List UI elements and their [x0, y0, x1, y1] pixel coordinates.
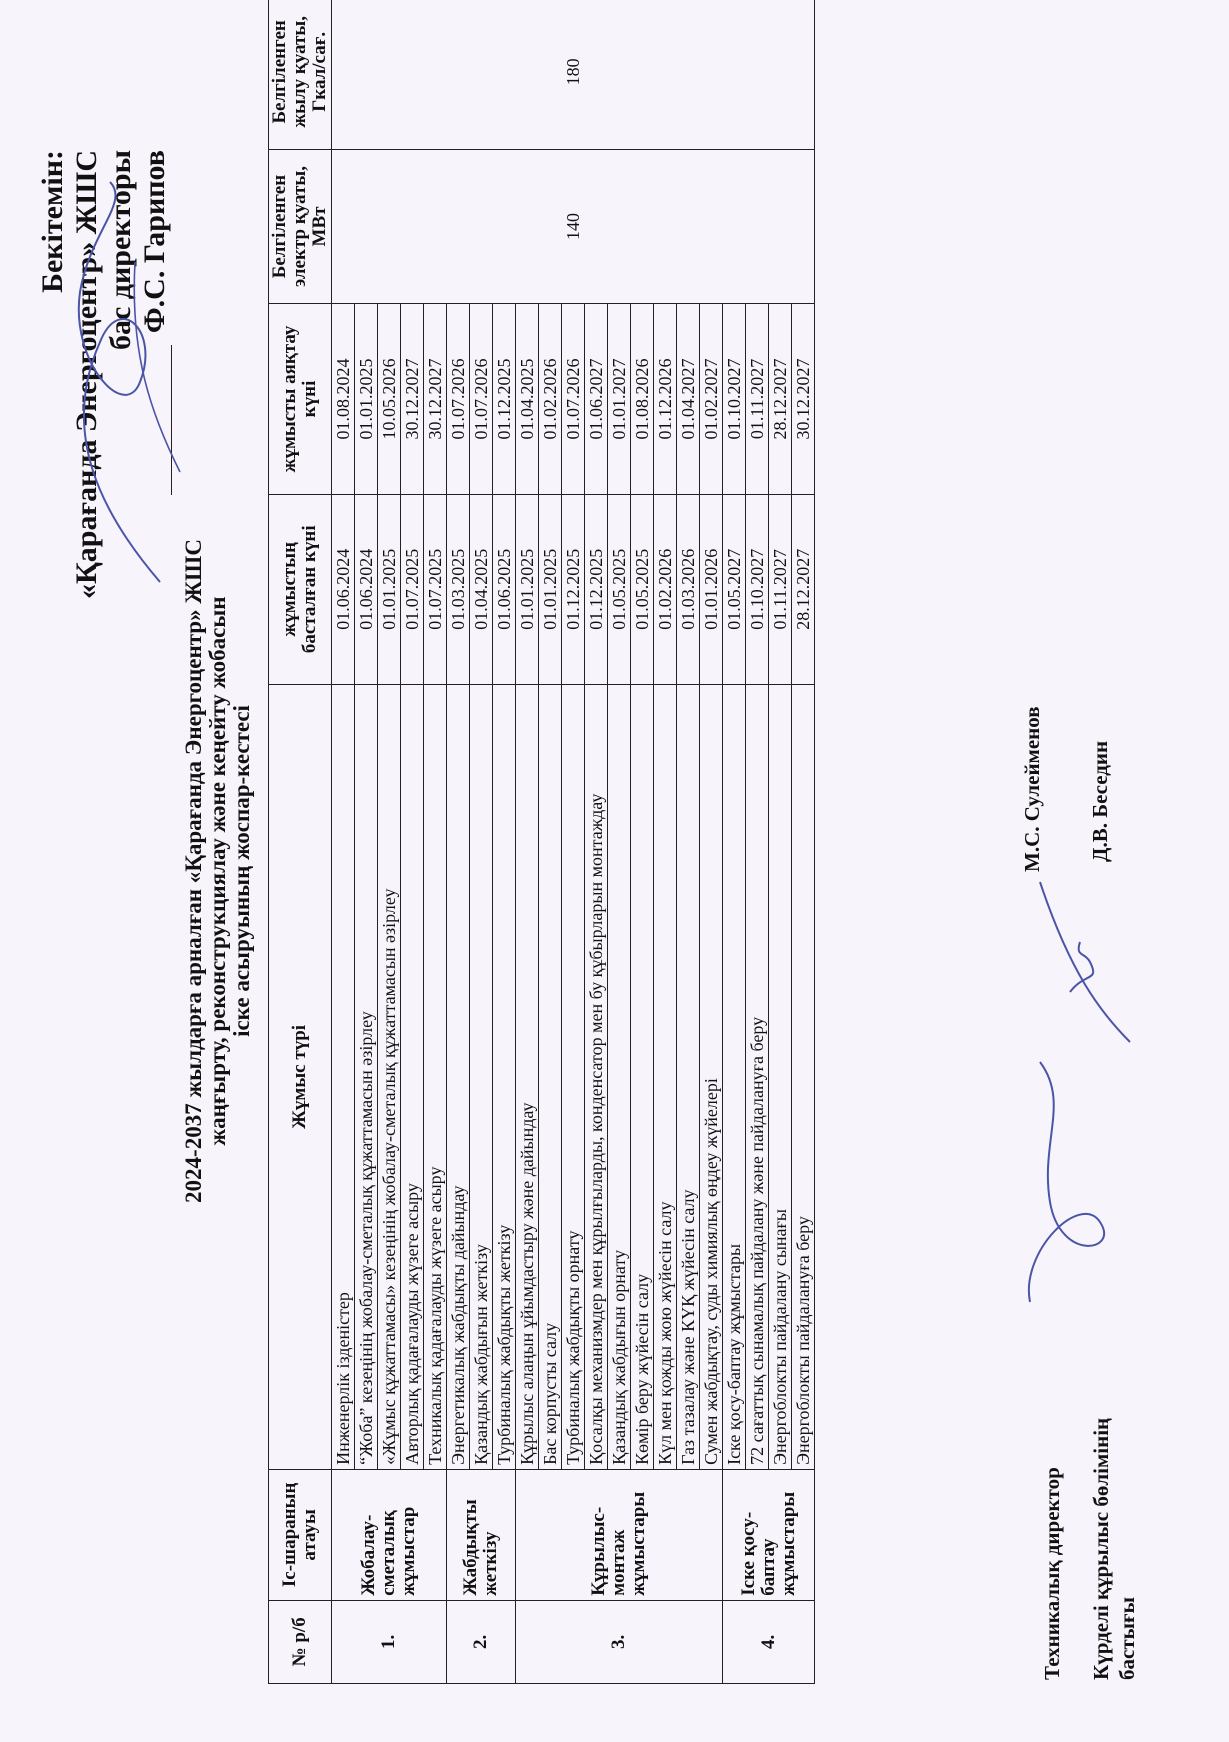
work-type: Авторлық қадағалауды жүзеге асыру [401, 684, 424, 1469]
event-name: Құрылыс-монтаж жұмыстары [516, 1469, 723, 1600]
header-elec: Белгіленген электр қуаты, МВт [269, 149, 332, 304]
start-date: 01.01.2026 [700, 494, 723, 684]
electric-capacity: 140 [332, 149, 815, 304]
table-row [332, 0, 355, 1684]
director-signature [40, 172, 190, 592]
end-date: 01.06.2027 [585, 304, 608, 494]
end-date: 01.04.2025 [516, 304, 539, 494]
start-date: 01.01.2025 [378, 494, 401, 684]
construction-head-name: Д.В. Беседин [1088, 740, 1112, 862]
start-date: 01.10.2027 [746, 494, 769, 684]
start-date: 01.12.2025 [585, 494, 608, 684]
table-header-row [269, 0, 332, 1684]
heat-capacity: 180 [332, 0, 815, 149]
end-date: 01.01.2025 [355, 304, 378, 494]
start-date: 01.05.2025 [631, 494, 654, 684]
start-date: 28.12.2027 [792, 494, 815, 684]
work-type: Күл мен қожды жою жүйесін салу [654, 684, 677, 1469]
row-number: 3. [516, 1600, 723, 1683]
end-date: 01.07.2026 [562, 304, 585, 494]
work-type: Көмір беру жүйесін салу [631, 684, 654, 1469]
start-date: 01.06.2024 [355, 494, 378, 684]
start-date: 01.04.2025 [470, 494, 493, 684]
header-num: № р/б [269, 1600, 332, 1683]
start-date: 01.05.2027 [723, 494, 746, 684]
end-date: 28.12.2027 [769, 304, 792, 494]
document-title [182, 0, 254, 1742]
header-work: Жұмыс түрі [269, 684, 332, 1469]
event-name: Іске қосу-баптау жұмыстары [723, 1469, 815, 1600]
tech-director-signature [1000, 1052, 1120, 1312]
end-date: 10.05.2026 [378, 304, 401, 494]
end-date: 01.12.2025 [493, 304, 516, 494]
end-date: 30.12.2027 [792, 304, 815, 494]
end-date: 01.01.2027 [608, 304, 631, 494]
work-type: Турбиналық жабдықты жеткізу [493, 684, 516, 1469]
work-type: Қазандық жабдығын орнату [608, 684, 631, 1469]
work-type: Қазандық жабдығын жеткізу [470, 684, 493, 1469]
work-type: Техникалық қадағалауды жүзеге асыру [424, 684, 447, 1469]
work-type: Инженерлік ізденістер [332, 684, 355, 1469]
schedule-table [268, 0, 815, 1684]
row-number: 2. [447, 1600, 516, 1683]
row-number: 1. [332, 1600, 447, 1683]
title-line-1: 2024-2037 жылдарға арналған «Қарағанда Энергоцентр» ЖШС [181, 539, 206, 1203]
title-line-3: іске асыруының жоспар-кестесі [229, 705, 254, 1037]
title-line-2: жаңғырту, реконструкциялау және кеңейту жобасын [205, 596, 230, 1146]
header-heat: Белгіленген жылу қуаты, Гкал/сағ. [269, 0, 332, 149]
start-date: 01.05.2025 [608, 494, 631, 684]
row-number: 4. [723, 1600, 815, 1683]
tech-director-title: Техникалық директор [1040, 1467, 1064, 1680]
work-type: Бас корпусты салу [539, 684, 562, 1469]
end-date: 01.08.2026 [631, 304, 654, 494]
end-date: 30.12.2027 [401, 304, 424, 494]
construction-head-title [1088, 1418, 1140, 1680]
approval-name: Ф.С. Гарипов [138, 150, 171, 334]
tech-director-name: М.С. Сулейменов [1020, 706, 1044, 872]
start-date: 01.11.2027 [769, 494, 792, 684]
start-date: 01.03.2025 [447, 494, 470, 684]
work-type: Іске қосу-баптау жұмыстары [723, 684, 746, 1469]
header-start: жұмыстың басталған күні [269, 494, 332, 684]
start-date: 01.01.2025 [539, 494, 562, 684]
event-name: Жобалау-сметалық жұмыстар [332, 1469, 447, 1600]
construction-head-title-2: бастығы [1115, 1597, 1139, 1680]
construction-head-signature [1030, 872, 1140, 1052]
work-type: Сумен жабдықтау, суды химиялық өңдеу жүйелері [700, 684, 723, 1469]
approval-position: бас директоры [104, 150, 137, 351]
end-date: 30.12.2027 [424, 304, 447, 494]
start-date: 01.12.2025 [562, 494, 585, 684]
work-type: Энергоблокты пайдалануға беру [792, 684, 815, 1469]
work-type: «Жұмыс құжаттамасы» кезеңінің жобалау-сметалық құжаттамасын әзірлеу [378, 684, 401, 1469]
end-date: 01.07.2026 [470, 304, 493, 494]
work-type: Құрылыс алаңын ұйымдастыру және дайындау [516, 684, 539, 1469]
work-type: Газ тазалау және КҮҚ жүйесін салу [677, 684, 700, 1469]
approval-company: «Қарағанда Энергоцентр» ЖШС [70, 150, 103, 599]
work-type: Энергоблокты пайдалану сынағы [769, 684, 792, 1469]
end-date: 01.10.2027 [723, 304, 746, 494]
construction-head-title-1: Күрделі құрылыс бөлімінің [1089, 1417, 1113, 1680]
start-date: 01.02.2026 [654, 494, 677, 684]
work-type: 72 сағаттық сынамалық пайдалану және пайдалануға беру [746, 684, 769, 1469]
header-event: Іс-шараның атауы [269, 1469, 332, 1600]
event-name: Жабдықты жеткізу [447, 1469, 516, 1600]
approval-heading: Бекітемін: [36, 150, 69, 293]
work-type: Турбиналық жабдықты орнату [562, 684, 585, 1469]
work-type: Қосалқы механизмдер мен құрылғыларды, конденсатор мен бу құбырларын монтаждау [585, 684, 608, 1469]
end-date: 01.04.2027 [677, 304, 700, 494]
start-date: 01.03.2026 [677, 494, 700, 684]
end-date: 01.11.2027 [746, 304, 769, 494]
end-date: 01.02.2026 [539, 304, 562, 494]
start-date: 01.07.2025 [424, 494, 447, 684]
end-date: 01.12.2026 [654, 304, 677, 494]
work-type: Энергетикалық жабдықты дайындау [447, 684, 470, 1469]
end-date: 01.08.2024 [332, 304, 355, 494]
start-date: 01.07.2025 [401, 494, 424, 684]
start-date: 01.01.2025 [516, 494, 539, 684]
start-date: 01.06.2024 [332, 494, 355, 684]
end-date: 01.07.2026 [447, 304, 470, 494]
start-date: 01.06.2025 [493, 494, 516, 684]
end-date: 01.02.2027 [700, 304, 723, 494]
header-end: жұмысты аяқтау күні [269, 304, 332, 494]
work-type: “Жоба” кезеңінің жобалау-сметалық құжаттамасын әзірлеу [355, 684, 378, 1469]
